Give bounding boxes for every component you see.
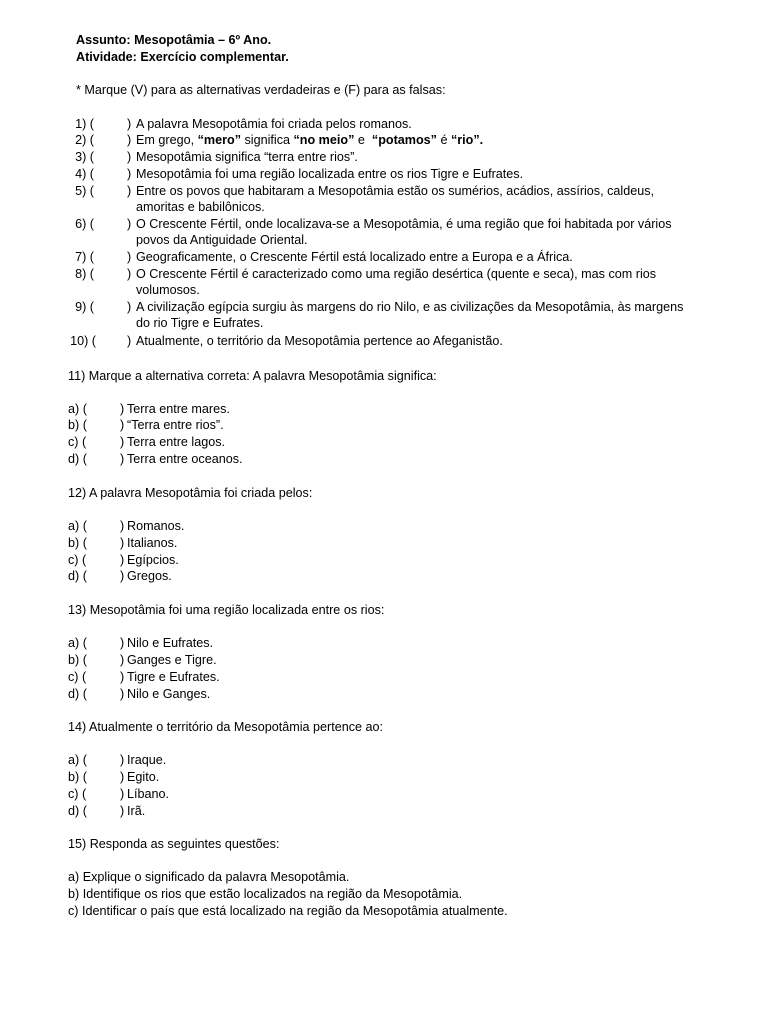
tf-item-text: O Crescente Fértil é caracterizado como uma região desértica (quente e seca), mas com rios (136, 267, 657, 281)
option-letter: d) ( (68, 569, 87, 583)
option-text: Tigre e Eufrates. (127, 670, 220, 684)
option-text: “Terra entre rios”. (127, 418, 224, 432)
tf-item-text: Mesopotâmia significa “terra entre rios”. (136, 150, 358, 164)
option-answer-blank[interactable]: ) (120, 804, 125, 818)
tf-answer-blank[interactable]: ) (127, 250, 132, 264)
tf-answer-blank[interactable]: ) (127, 267, 132, 281)
option-answer-blank[interactable]: ) (120, 770, 125, 784)
tf-item-text-cont: amoritas e babilônicos. (136, 200, 265, 214)
option-text: Gregos. (127, 569, 172, 583)
tf-item-text: Entre os povos que habitaram a Mesopotâmia estão os sumérios, acádios, assírios, caldeus, (136, 184, 655, 198)
option-letter: b) ( (68, 536, 87, 550)
tf-item-text-cont: volumosos. (136, 283, 200, 297)
option-text: Líbano. (127, 787, 170, 801)
option-text: Egípcios. (127, 553, 179, 567)
tf-item-text: A palavra Mesopotâmia foi criada pelos romanos. (136, 117, 412, 131)
option-answer-blank[interactable]: ) (120, 402, 125, 416)
tf-number: 8) ( (75, 267, 94, 281)
tf-number: 4) ( (75, 167, 94, 181)
question-12: 12) A palavra Mesopotâmia foi criada pelos: (68, 486, 313, 500)
option-answer-blank[interactable]: ) (120, 452, 125, 466)
tf-answer-blank[interactable]: ) (127, 167, 132, 181)
option-letter: d) ( (68, 452, 87, 466)
option-text: Nilo e Ganges. (127, 687, 211, 701)
question-14: 14) Atualmente o território da Mesopotâmia pertence ao: (68, 720, 384, 734)
tf-item-text: A civilização egípcia surgiu às margens do rio Nilo, e as civilizações da Mesopotâmia, às margens (136, 300, 684, 314)
tf-item-text-cont: do rio Tigre e Eufrates. (136, 316, 264, 330)
tf-item-text: Geograficamente, o Crescente Fértil está localizado entre a Europa e a África. (136, 250, 573, 264)
option-answer-blank[interactable]: ) (120, 569, 125, 583)
option-answer-blank[interactable]: ) (120, 519, 125, 533)
tf-item-text: O Crescente Fértil, onde localizava-se a Mesopotâmia, é uma região que foi habitada por vários (136, 217, 672, 231)
option-text: Terra entre lagos. (127, 435, 226, 449)
option-letter: c) ( (68, 670, 87, 684)
tf-number: 10) ( (70, 334, 96, 348)
question-13: 13) Mesopotâmia foi uma região localizada entre os rios: (68, 603, 385, 617)
tf-answer-blank[interactable]: ) (127, 150, 132, 164)
question-15: 15) Responda as seguintes questões: (68, 837, 280, 851)
tf-number: 6) ( (75, 217, 94, 231)
tf-number: 7) ( (75, 250, 94, 264)
tf-number: 2) ( (75, 133, 94, 147)
tf-answer-blank[interactable]: ) (127, 217, 132, 231)
tf-item-text: Mesopotâmia foi uma região localizada entre os rios Tigre e Eufrates. (136, 167, 524, 181)
tf-answer-blank[interactable]: ) (127, 184, 132, 198)
option-answer-blank[interactable]: ) (120, 653, 125, 667)
subject-line: Assunto: Mesopotâmia – 6º Ano. (76, 33, 272, 47)
option-letter: c) ( (68, 787, 87, 801)
tf-number: 3) ( (75, 150, 94, 164)
option-answer-blank[interactable]: ) (120, 435, 125, 449)
option-text: Iraque. (127, 753, 167, 767)
option-letter: b) ( (68, 653, 87, 667)
tf-number: 9) ( (75, 300, 94, 314)
option-letter: a) ( (68, 519, 87, 533)
option-letter: d) ( (68, 804, 87, 818)
option-text: Romanos. (127, 519, 185, 533)
open-question: a) Explique o significado da palavra Mesopotâmia. (68, 870, 350, 884)
option-text: Irã. (127, 804, 146, 818)
option-letter: b) ( (68, 418, 87, 432)
instruction: * Marque (V) para as alternativas verdadeiras e (F) para as falsas: (76, 83, 446, 97)
option-answer-blank[interactable]: ) (120, 536, 125, 550)
option-text: Egito. (127, 770, 160, 784)
option-letter: c) ( (68, 435, 87, 449)
open-question: b) Identifique os rios que estão localizados na região da Mesopotâmia. (68, 887, 463, 901)
option-text: Terra entre mares. (127, 402, 230, 416)
option-letter: c) ( (68, 553, 87, 567)
tf-item-text: Atualmente, o território da Mesopotâmia pertence ao Afeganistão. (136, 334, 503, 348)
option-answer-blank[interactable]: ) (120, 787, 125, 801)
tf-answer-blank[interactable]: ) (127, 117, 132, 131)
tf-number: 1) ( (75, 117, 94, 131)
tf-answer-blank[interactable]: ) (127, 300, 132, 314)
option-letter: b) ( (68, 770, 87, 784)
option-letter: a) ( (68, 753, 87, 767)
question-11: 11) Marque a alternativa correta: A palavra Mesopotâmia significa: (68, 369, 437, 383)
option-text: Ganges e Tigre. (127, 653, 217, 667)
option-answer-blank[interactable]: ) (120, 418, 125, 432)
option-letter: a) ( (68, 636, 87, 650)
option-text: Italianos. (127, 536, 178, 550)
tf-answer-blank[interactable]: ) (127, 133, 132, 147)
option-letter: a) ( (68, 402, 87, 416)
option-answer-blank[interactable]: ) (120, 636, 125, 650)
option-text: Terra entre oceanos. (127, 452, 243, 466)
option-answer-blank[interactable]: ) (120, 553, 125, 567)
tf-item-text: Em grego, “mero” significa “no meio” e “potamos” é “rio”. (136, 133, 484, 147)
tf-answer-blank[interactable]: ) (127, 334, 132, 348)
open-question: c) Identificar o país que está localizado na região da Mesopotâmia atualmente. (68, 904, 508, 918)
option-letter: d) ( (68, 687, 87, 701)
option-answer-blank[interactable]: ) (120, 670, 125, 684)
activity-line: Atividade: Exercício complementar. (76, 50, 289, 64)
option-answer-blank[interactable]: ) (120, 753, 125, 767)
option-text: Nilo e Eufrates. (127, 636, 214, 650)
tf-number: 5) ( (75, 184, 94, 198)
tf-item-text-cont: povos da Antiguidade Oriental. (136, 233, 308, 247)
option-answer-blank[interactable]: ) (120, 687, 125, 701)
